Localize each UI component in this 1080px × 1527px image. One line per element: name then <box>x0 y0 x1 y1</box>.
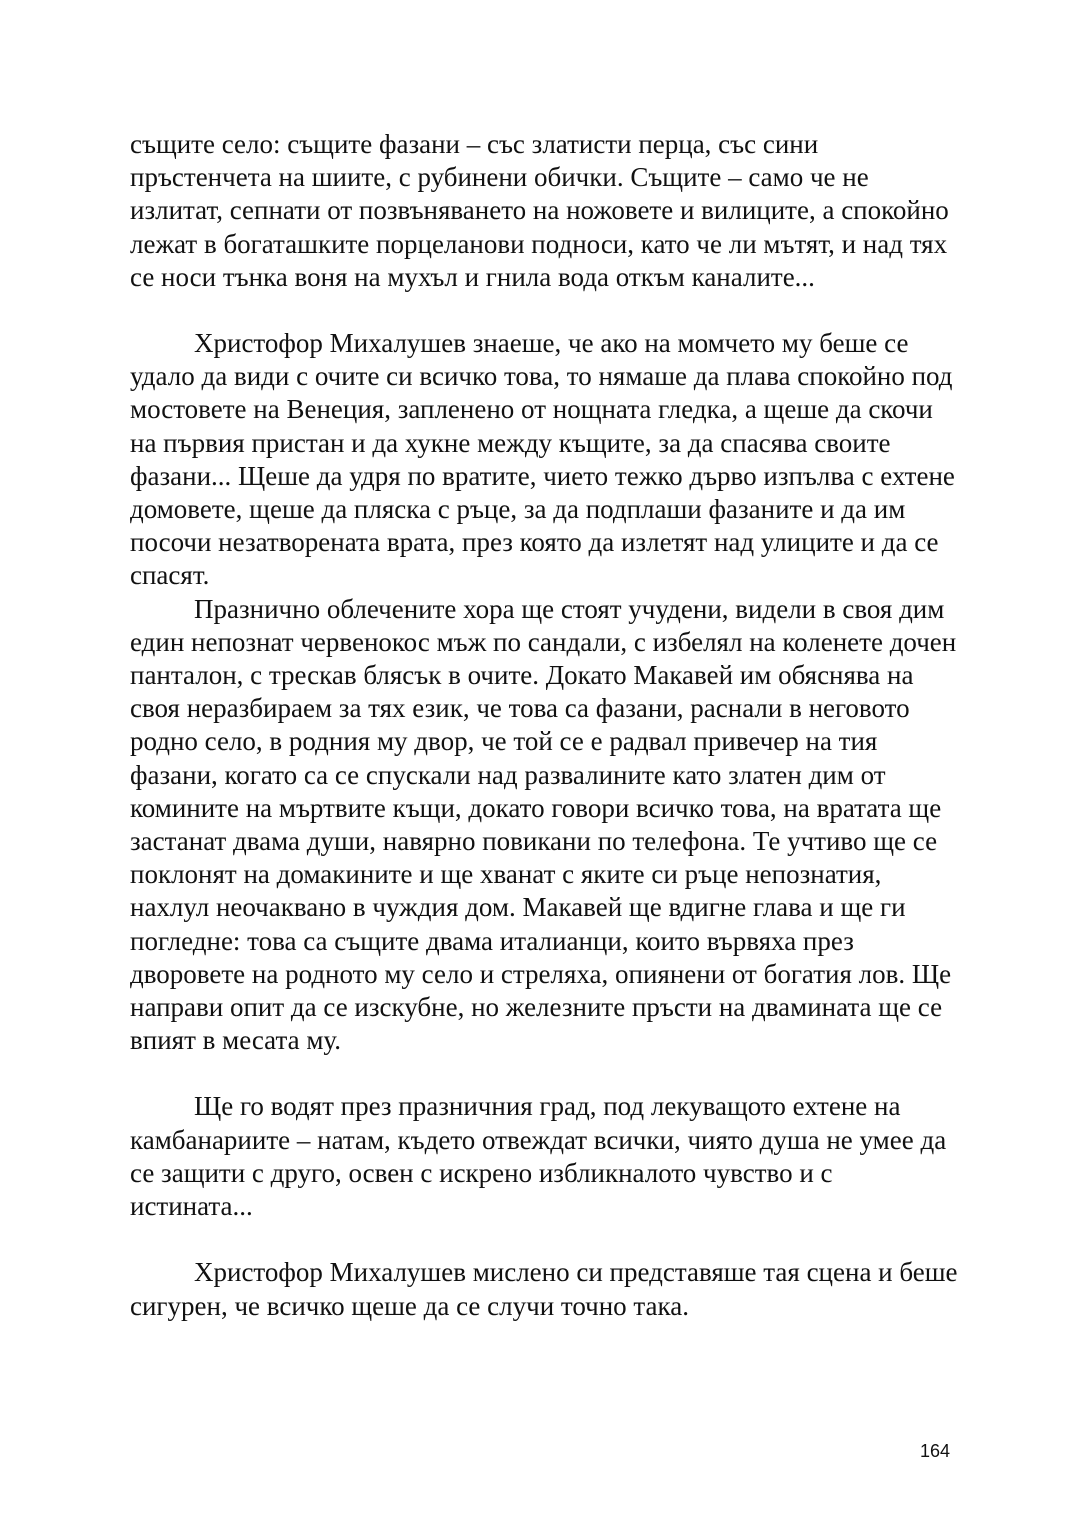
paragraph-1: същите село: същите фазани – със златисти перца, със сини пръстенчета на шиите, с рубинени обички. Същите – само че не излитат, сепнати от позвъняването на ножовете и вилиците, а спокойно лежат в богаташките порцеланови подноси, като че ли мътят, и над тях се носи тънка воня на мухъл и гнила вода откъм каналите... <box>130 129 949 292</box>
paragraph-5: Христофор Михалушев мислено си представяше тая сцена и беше сигурен, че всичко щеше да се случи точно така. <box>130 1257 958 1321</box>
paragraph-4: Ще го водят през празничния град, под лекуващото ехтене на камбанариите – натам, където отвеждат всички, чиято душа не умее да се защити с друго, освен с искрено избликналото чувство и с истината... <box>130 1091 947 1222</box>
paragraph-gap <box>130 1223 960 1256</box>
paragraph-gap <box>130 294 960 327</box>
page-number: 164 <box>919 1441 950 1461</box>
paragraph-3: Празнично облечените хора ще стоят учудени, видели в своя дим един непознат червенокос мъж по сандали, с избелял на коленете дочен панталон, с трескав блясък в очите. Докато Макавей им обяснява на своя неразбираем за тях език, че това са фазани, раснали в неговото родно село, в родния му двор, че той се е радвал привечер на тия фазани, когато са се спускали над развалините като златен дим от комините на мъртвите къщи, докато говори всичко това, на вратата ще застанат двама души, навярно повикани по телефона. Те учтиво ще се поклонят на домакините и ще хванат с яките си ръце непознатия, нахлул неочаквано в чуждия дом. Макавей ще вдигне глава и ще ги погледне: това са същите двама италианци, които вървяха през дворовете на родното му село и стреляха, опиянени от богатия лов. Ще направи опит да се изскубне, но железните пръсти на двамината ще се впият в месата му. <box>130 593 957 1056</box>
paragraph-gap <box>130 1057 960 1090</box>
text-body <box>130 128 960 1323</box>
paragraph-2: Христофор Михалушев знаеше, че ако на момчето му беше се удало да види с очите си всичко това, то нямаше да плава спокойно под мостовете на Венеция, запленено от нощната гледка, а щеше да скочи на първия пристан и да хукне между къщите, за да спасява своите фазани... Щеше да удря по вратите, чието тежко дърво изпълва с ехтене домовете, щеше да пляска с ръце, за да подплаши фазаните и да им посочи незатворената врата, през която да излетят над улиците и да се спасят. <box>130 328 955 591</box>
